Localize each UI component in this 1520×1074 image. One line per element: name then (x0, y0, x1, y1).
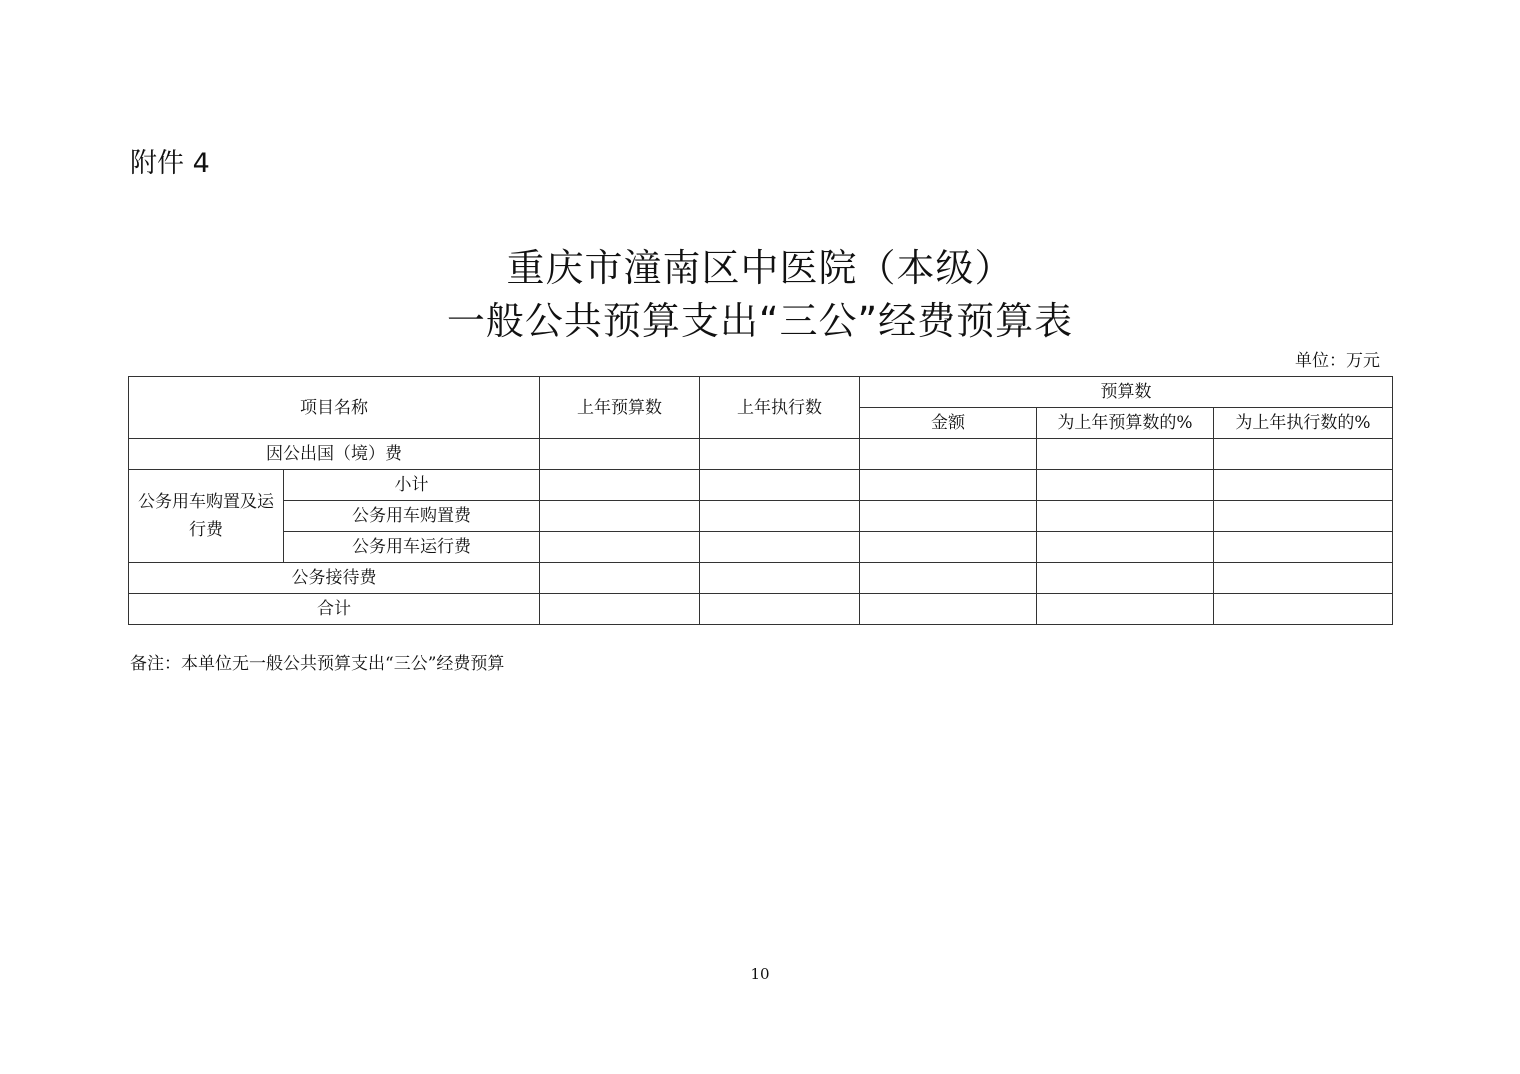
row-label-reception: 公务接待费 (129, 563, 540, 594)
table-cell (540, 470, 700, 501)
budget-table (128, 376, 1393, 625)
table-cell (700, 470, 860, 501)
page-title-line1: 重庆市潼南区中医院（本级） (506, 246, 1014, 290)
table-cell (1037, 532, 1214, 563)
header-prev-budget: 上年预算数 (540, 377, 700, 439)
table-cell (1214, 439, 1393, 470)
table-cell (1214, 501, 1393, 532)
table-cell (540, 563, 700, 594)
header-item-name: 项目名称 (129, 377, 540, 439)
table-cell (700, 439, 860, 470)
table-cell (540, 532, 700, 563)
header-row-1 (129, 377, 1393, 408)
table-row-overseas (129, 439, 1393, 470)
table-cell (540, 501, 700, 532)
page-number: 10 (750, 965, 770, 983)
table-cell (700, 501, 860, 532)
vehicle-group-text: 公务用车购置及运行费 (138, 492, 274, 540)
table-cell (1214, 470, 1393, 501)
table-cell (540, 594, 700, 625)
header-prev-actual: 上年执行数 (700, 377, 860, 439)
row-label-total: 合计 (129, 594, 540, 625)
table-cell (700, 563, 860, 594)
row-label-vehicle-subtotal: 小计 (284, 470, 540, 501)
table-row-vehicle-operation (129, 532, 1393, 563)
table-cell (860, 532, 1037, 563)
header-pct-prev-budget: 为上年预算数的% (1037, 408, 1214, 439)
page-title-line2: 一般公共预算支出“三公”经费预算表 (446, 299, 1074, 343)
table-row-reception (129, 563, 1393, 594)
table-cell (860, 594, 1037, 625)
table-cell (1214, 563, 1393, 594)
attachment-label: 附件 4 (130, 148, 210, 179)
footnote: 备注：本单位无一般公共预算支出“三公”经费预算 (130, 654, 505, 674)
header-budget-group: 预算数 (860, 377, 1393, 408)
table-cell (700, 594, 860, 625)
table-cell (1214, 532, 1393, 563)
table-cell (700, 532, 860, 563)
table-cell (540, 439, 700, 470)
row-label-vehicle-operation: 公务用车运行费 (284, 532, 540, 563)
header-amount: 金额 (860, 408, 1037, 439)
table-cell (1037, 594, 1214, 625)
header-pct-prev-actual: 为上年执行数的% (1214, 408, 1393, 439)
table-cell (1214, 594, 1393, 625)
table-cell (1037, 439, 1214, 470)
table-cell (860, 470, 1037, 501)
table-cell (860, 439, 1037, 470)
table-row-total (129, 594, 1393, 625)
row-label-overseas: 因公出国（境）费 (129, 439, 540, 470)
table-cell (1037, 470, 1214, 501)
row-label-vehicle-group (129, 470, 284, 563)
table-row-vehicle-purchase (129, 501, 1393, 532)
table-row-vehicle-subtotal (129, 470, 1393, 501)
row-label-vehicle-purchase: 公务用车购置费 (284, 501, 540, 532)
table-cell (860, 501, 1037, 532)
table-cell (1037, 563, 1214, 594)
unit-label: 单位：万元 (1295, 351, 1380, 371)
table-cell (860, 563, 1037, 594)
table-cell (1037, 501, 1214, 532)
